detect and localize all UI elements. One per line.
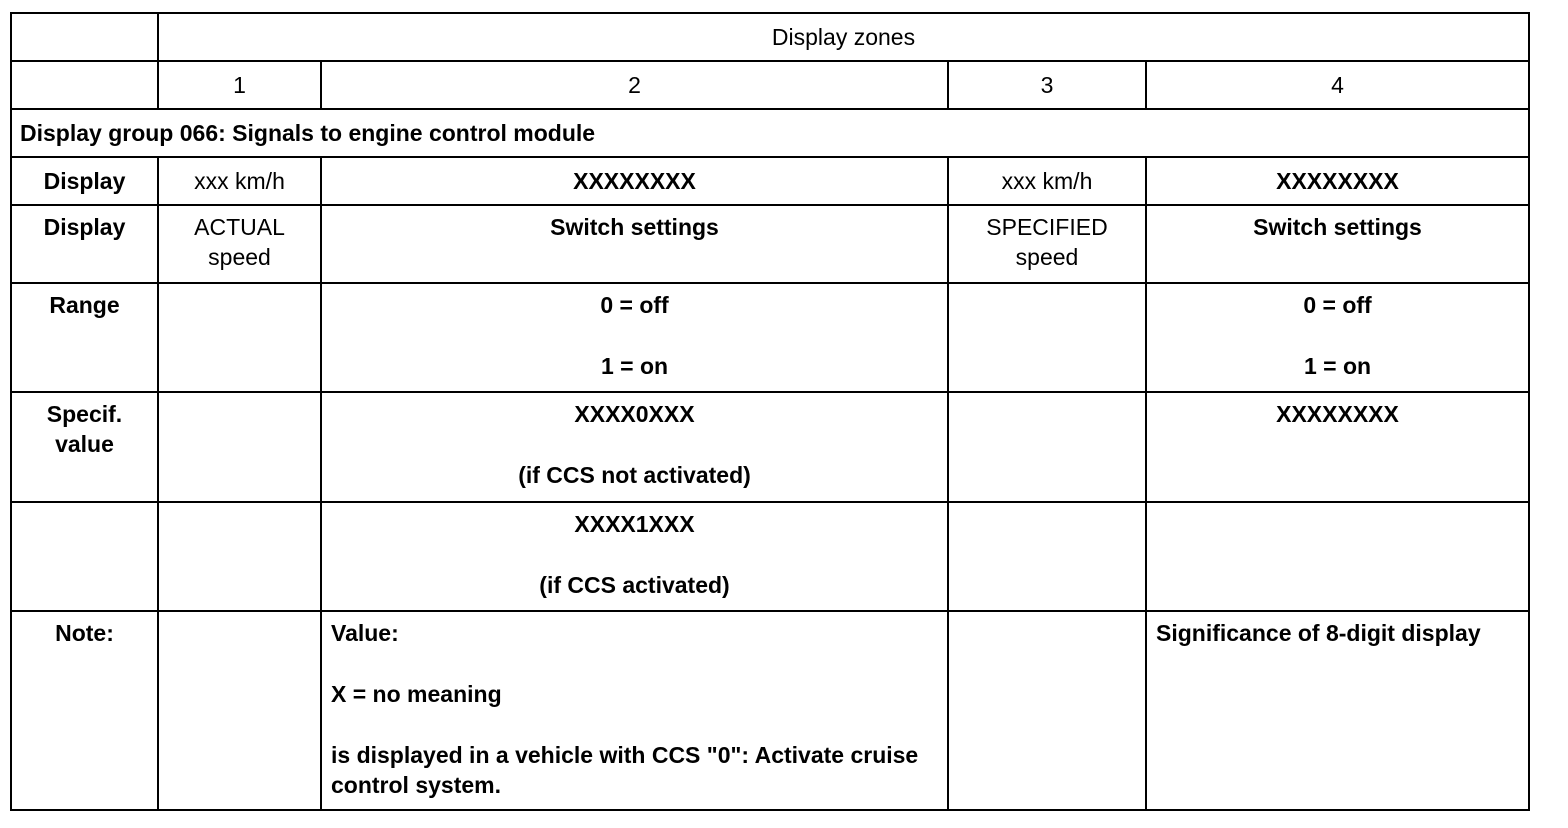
zone2-range (321, 283, 948, 392)
note-ccs-instruction: is displayed in a vehicle with CCS "0": Activate cruise control system. (331, 742, 919, 798)
zone2-specif2-condition: (if CCS activated) (539, 572, 730, 598)
zone2-display-value: XXXXXXXX (321, 157, 948, 205)
zone-number-2: 2 (321, 61, 948, 109)
specified-value-row-2 (11, 502, 1529, 611)
zone2-specif-code: XXXX0XXX (574, 401, 695, 427)
header-row-zones (11, 13, 1529, 61)
zone2-range-off: 0 = off (600, 292, 669, 318)
group-title-row (11, 109, 1529, 157)
zone1-display-value: xxx km/h (158, 157, 321, 205)
display-row-2 (11, 205, 1529, 283)
measuring-value-table (10, 12, 1530, 811)
zone4-display-meaning: Switch settings (1146, 205, 1529, 283)
zone2-specif2-code: XXXX1XXX (574, 511, 695, 537)
header-number-empty-cell (11, 61, 158, 109)
display-group-title: Display group 066: Signals to engine control module (11, 109, 1529, 157)
zone2-specif-condition: (if CCS not activated) (518, 462, 751, 488)
zone2-range-on: 1 = on (600, 353, 669, 379)
zone4-note: Significance of 8-digit display (1146, 611, 1529, 810)
row-label-display-meaning: Display (11, 205, 158, 283)
zone4-range-off: 0 = off (1303, 292, 1372, 318)
zone3-specif-empty (948, 392, 1146, 502)
note-row (11, 611, 1529, 810)
zone2-specified-value-2 (321, 502, 948, 611)
zone3-specif2-empty (948, 502, 1146, 611)
zone2-specified-value (321, 392, 948, 502)
zone3-note-empty (948, 611, 1146, 810)
zone4-range (1146, 283, 1529, 392)
actual-label: ACTUAL (194, 214, 285, 240)
zone3-display-value: xxx km/h (948, 157, 1146, 205)
zone-number-4: 4 (1146, 61, 1529, 109)
zone3-range-empty (948, 283, 1146, 392)
value-label: value (55, 431, 114, 457)
specif2-label-empty (11, 502, 158, 611)
range-row (11, 283, 1529, 392)
row-label-specified-value (11, 392, 158, 502)
zone2-display-meaning: Switch settings (321, 205, 948, 283)
note-x-meaning: X = no meaning (331, 681, 502, 707)
row-label-note: Note: (11, 611, 158, 810)
zone1-note-empty (158, 611, 321, 810)
header-empty-cell (11, 13, 158, 61)
zone1-specif2-empty (158, 502, 321, 611)
zone-number-1: 1 (158, 61, 321, 109)
row-label-range: Range (11, 283, 158, 392)
display-zones-header: Display zones (158, 13, 1529, 61)
note-value-heading: Value: (331, 620, 399, 646)
zone1-specif-empty (158, 392, 321, 502)
zone1-display-meaning (158, 205, 321, 283)
zone-number-3: 3 (948, 61, 1146, 109)
specified-label: SPECIFIED (986, 214, 1108, 240)
zone4-specif2-empty (1146, 502, 1529, 611)
zone4-display-value: XXXXXXXX (1146, 157, 1529, 205)
header-row-numbers (11, 61, 1529, 109)
display-row-1 (11, 157, 1529, 205)
actual-speed-label: speed (208, 244, 271, 270)
zone4-specified-value: XXXXXXXX (1146, 392, 1529, 502)
row-label-display: Display (11, 157, 158, 205)
specif-label: Specif. (46, 401, 123, 427)
zone4-range-on: 1 = on (1303, 353, 1372, 379)
specified-speed-label: speed (1015, 244, 1079, 270)
zone3-display-meaning (948, 205, 1146, 283)
specified-value-row (11, 392, 1529, 502)
zone1-range-empty (158, 283, 321, 392)
zone2-note (321, 611, 948, 810)
